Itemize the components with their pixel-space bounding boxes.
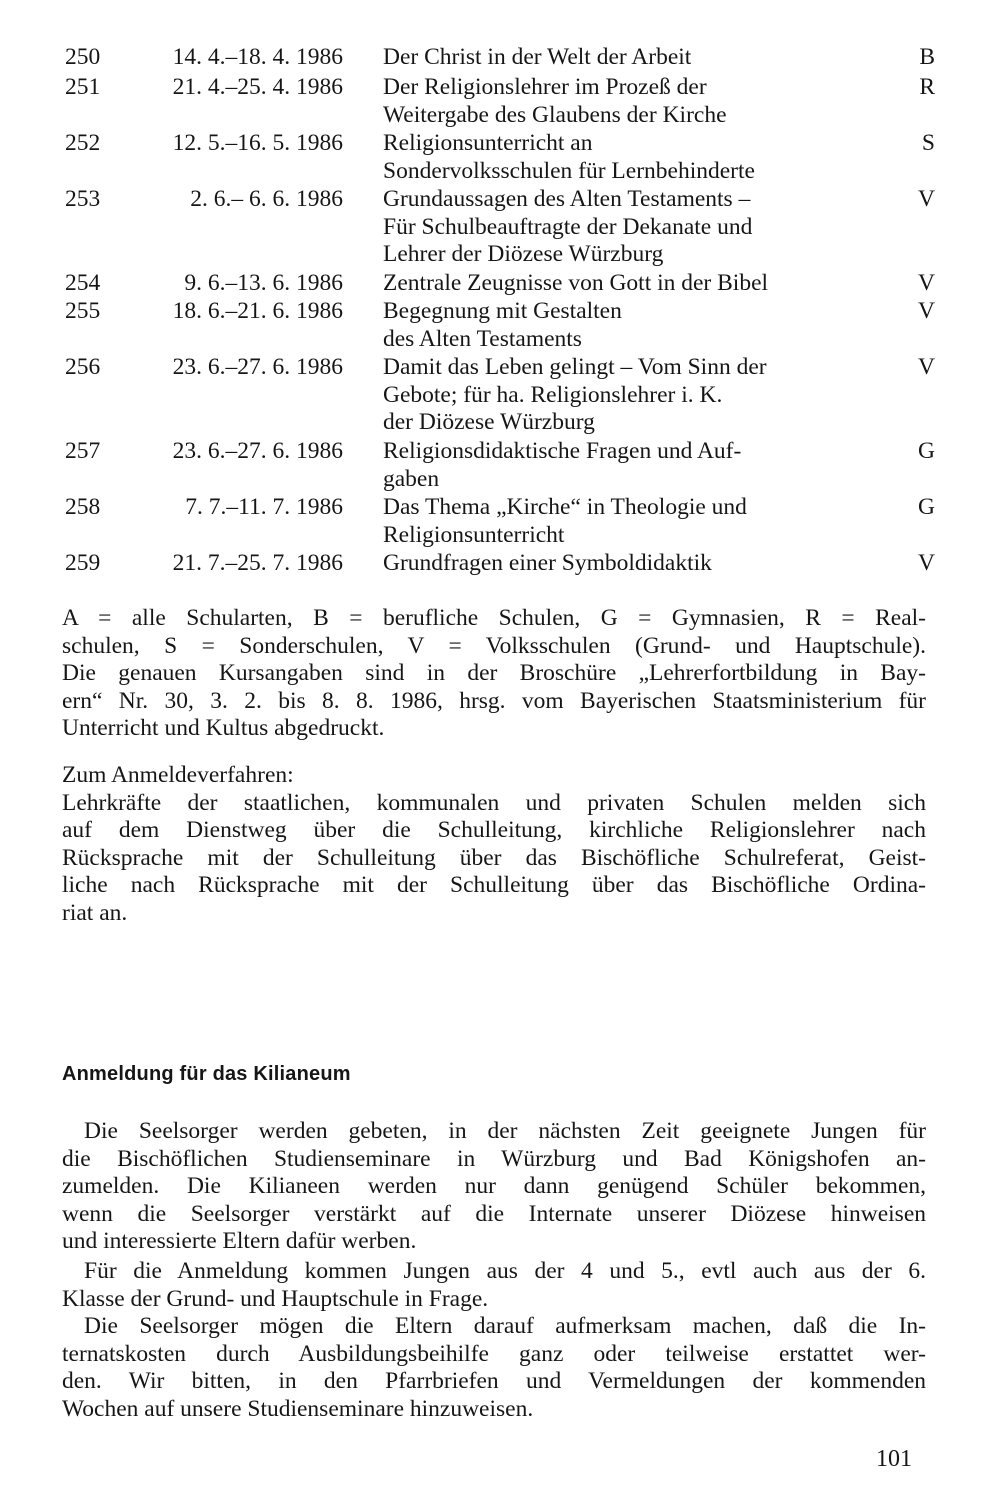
course-number: 258 xyxy=(65,494,101,520)
course-title xyxy=(383,186,752,269)
course-title-line: Zentrale Zeugnisse von Gott in der Bibel xyxy=(383,270,769,296)
kilianeum-paragraph-1 xyxy=(62,1118,926,1256)
course-dates: 18. 6.–21. 6. 1986 xyxy=(172,298,343,324)
text-line: die Bischöflichen Studienseminare in Würzburg und Bad Königshofen an- xyxy=(62,1145,926,1172)
section-heading-kilianeum: Anmeldung für das Kilianeum xyxy=(62,1063,351,1085)
course-school-type: G xyxy=(918,494,935,520)
kilianeum-paragraph-3 xyxy=(62,1313,926,1423)
course-dates: 14. 4.–18. 4. 1986 xyxy=(172,44,343,70)
course-school-type: V xyxy=(918,354,935,380)
legend-paragraph xyxy=(62,605,926,743)
text-line: ternatskosten durch Ausbildungsbeihilfe ganz oder teilweise erstattet wer- xyxy=(62,1340,926,1367)
course-title-line: Begegnung mit Gestalten xyxy=(383,298,622,324)
text-line: den. Wir bitten, in den Pfarrbriefen und Vermeldungen der kommenden xyxy=(62,1368,926,1395)
course-school-type: S xyxy=(921,130,935,156)
course-dates: 7. 7.–11. 7. 1986 xyxy=(185,494,343,520)
course-number: 251 xyxy=(65,74,101,100)
text-line: liche nach Rücksprache mit der Schulleitung über das Bischöfliche Ordina- xyxy=(62,872,926,899)
course-title xyxy=(383,438,741,493)
course-dates: 21. 7.–25. 7. 1986 xyxy=(172,550,343,576)
course-title xyxy=(383,130,755,185)
course-school-type: R xyxy=(919,74,935,100)
course-dates: 9. 6.–13. 6. 1986 xyxy=(184,270,343,296)
text-line: Rücksprache mit der Schulleitung über das Bischöfliche Schulreferat, Geist- xyxy=(62,844,926,871)
course-number: 255 xyxy=(65,298,101,324)
page-number: 101 xyxy=(876,1446,912,1472)
course-school-type: V xyxy=(918,298,935,324)
course-number: 257 xyxy=(65,438,101,464)
kilianeum-paragraph-2 xyxy=(62,1258,926,1313)
course-title-line: Religionsdidaktische Fragen und Auf- xyxy=(383,438,742,464)
course-title-line: des Alten Testaments xyxy=(383,325,582,352)
text-line: riat an. xyxy=(62,899,128,926)
text-line: Klasse der Grund- und Hauptschule in Frage. xyxy=(62,1285,489,1312)
course-number: 259 xyxy=(65,550,101,576)
course-title xyxy=(383,494,747,549)
course-number: 254 xyxy=(65,270,101,296)
course-school-type: B xyxy=(919,44,935,70)
course-title-line: gaben xyxy=(383,465,440,492)
course-title-line: Religionsunterricht xyxy=(383,521,565,548)
course-title xyxy=(383,270,768,298)
course-title-line: der Diözese Würzburg xyxy=(383,409,595,435)
text-line: auf dem Dienstweg über die Schulleitung, kirchliche Religionslehrer nach xyxy=(62,817,926,844)
course-school-type: V xyxy=(918,270,935,296)
course-title-line: Lehrer der Diözese Würzburg xyxy=(383,241,664,267)
course-school-type: V xyxy=(918,186,935,212)
course-dates: 21. 4.–25. 4. 1986 xyxy=(172,74,343,100)
course-title-line: Grundaussagen des Alten Testaments – xyxy=(383,186,751,212)
registration-title: Zum Anmeldeverfahren: xyxy=(62,762,294,788)
course-title-line: Grundfragen einer Symboldidaktik xyxy=(383,550,712,576)
text-line: schulen, S = Sonderschulen, V = Volksschulen (Grund- und Hauptschule). xyxy=(62,632,926,659)
course-number: 250 xyxy=(65,44,101,70)
course-school-type: V xyxy=(918,550,935,576)
course-dates: 2. 6.– 6. 6. 1986 xyxy=(190,186,343,212)
text-line: zumelden. Die Kilianeen werden nur dann genügend Schüler bekommen, xyxy=(62,1173,926,1200)
course-title xyxy=(383,550,712,578)
course-title-line: Damit das Leben gelingt – Vom Sinn der xyxy=(383,354,767,380)
text-line: Wochen auf unsere Studienseminare hinzuweisen. xyxy=(62,1395,534,1422)
course-school-type: G xyxy=(918,438,935,464)
registration-paragraph xyxy=(62,762,926,928)
text-line: Lehrkräfte der staatlichen, kommunalen und privaten Schulen melden sich xyxy=(62,789,926,816)
text-line: ern“ Nr. 30, 3. 2. bis 8. 8. 1986, hrsg. vom Bayerischen Staatsministerium für xyxy=(62,687,926,714)
course-title-line: Für Schulbeauftragte der Dekanate und xyxy=(383,213,753,240)
course-title-line: Der Christ in der Welt der Arbeit xyxy=(383,44,692,70)
course-title-line: Weitergabe des Glaubens der Kirche xyxy=(383,101,727,128)
course-title xyxy=(383,354,767,437)
course-title xyxy=(383,298,622,353)
course-dates: 23. 6.–27. 6. 1986 xyxy=(172,438,343,464)
text-line: Die Seelsorger werden gebeten, in der nächsten Zeit geeignete Jungen für xyxy=(84,1118,926,1144)
course-title-line: Gebote; für ha. Religionslehrer i. K. xyxy=(383,381,723,408)
course-dates: 23. 6.–27. 6. 1986 xyxy=(172,354,343,380)
course-title-line: Das Thema „Kirche“ in Theologie und xyxy=(383,494,747,520)
text-line: Unterricht und Kultus abgedruckt. xyxy=(62,715,385,742)
course-dates: 12. 5.–16. 5. 1986 xyxy=(172,130,343,156)
course-number: 256 xyxy=(65,354,101,380)
course-number: 252 xyxy=(65,130,101,156)
text-line: Die genauen Kursangaben sind in der Broschüre „Lehrerfortbildung in Bay- xyxy=(62,660,926,687)
text-line: Die Seelsorger mögen die Eltern darauf aufmerksam machen, daß die In- xyxy=(84,1313,926,1339)
text-line: wenn die Seelsorger verstärkt auf die Internate unserer Diözese hinweisen xyxy=(62,1200,926,1227)
course-title-line: Der Religionslehrer im Prozeß der xyxy=(383,74,707,100)
course-title xyxy=(383,74,727,129)
course-title xyxy=(383,44,691,72)
course-number: 253 xyxy=(65,186,101,212)
text-line: Für die Anmeldung kommen Jungen aus der 4 und 5., evtl auch aus der 6. xyxy=(84,1258,926,1284)
text-line: und interessierte Eltern dafür werben. xyxy=(62,1228,417,1255)
course-title-line: Sondervolksschulen für Lernbehinderte xyxy=(383,157,755,184)
course-title-line: Religionsunterricht an xyxy=(383,130,593,156)
text-line: A = alle Schularten, B = berufliche Schulen, G = Gymnasien, R = Real- xyxy=(62,605,926,631)
